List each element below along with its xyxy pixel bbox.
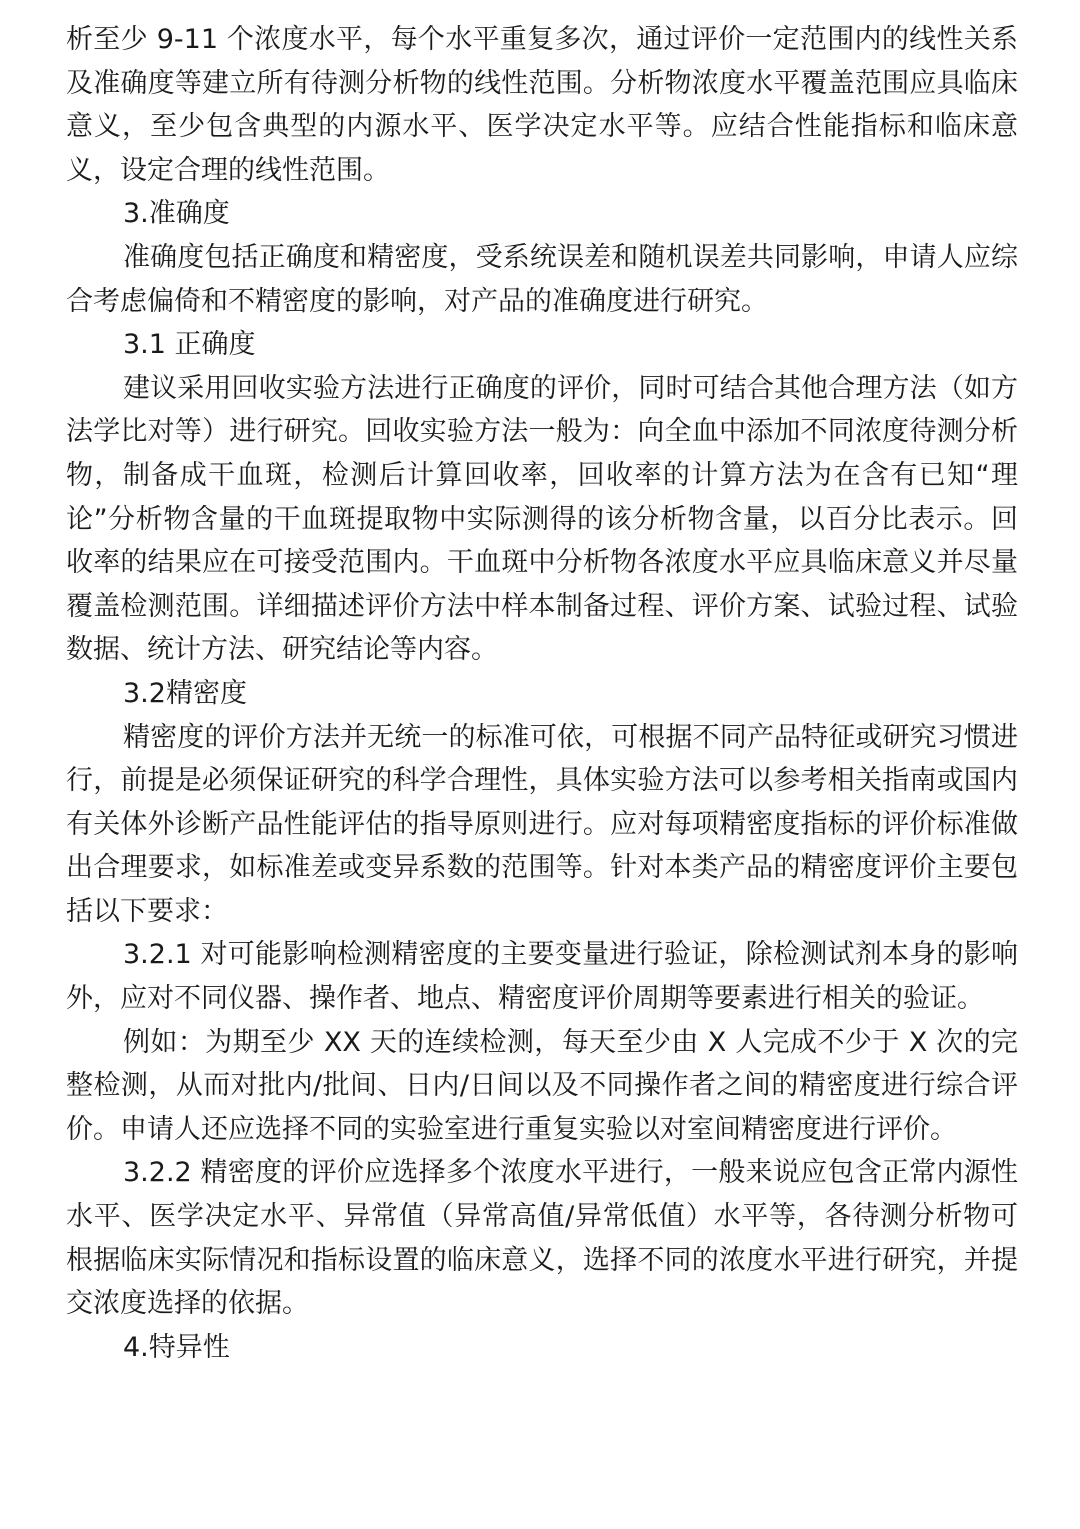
- paragraph-precision-3-2-2: 3.2.2 精密度的评价应选择多个浓度水平进行，一般来说应包含正常内源性水平、医学决定水平、异常值（异常高值/异常低值）水平等，各待测分析物可根据临床实际情况和指标设置的临床意义，选择不同的浓度水平进行研究，并提交浓度选择的依据。: [66, 1157, 1018, 1320]
- heading-precision: 3.2精密度: [123, 677, 247, 709]
- heading-specificity: 4.特异性: [123, 1331, 230, 1363]
- paragraph-accuracy: 准确度包括正确度和精密度，受系统误差和随机误差共同影响，申请人应综合考虑偏倚和不精密度的影响，对产品的准确度进行研究。: [66, 241, 1018, 317]
- document-body: [66, 18, 1018, 1369]
- paragraph-trueness: 建议采用回收实验方法进行正确度的评价，同时可结合其他合理方法（如方法学比对等）进行研究。回收实验方法一般为：向全血中添加不同浓度待测分析物，制备成干血斑，检测后计算回收率，回收率的计算方法为在含有已知“理论”分析物含量的干血斑提取物中实际测得的该分析物含量，以百分比表示。回收率的结果应在可接受范围内。干血斑中分析物各浓度水平应具临床意义并尽量覆盖检测范围。详细描述评价方法中样本制备过程、评价方案、试验过程、试验数据、统计方法、研究结论等内容。: [66, 372, 1018, 666]
- paragraph-precision-example: 例如：为期至少 XX 天的连续检测，每天至少由 X 人完成不少于 X 次的完整检测，从而对批内/批间、日内/日间以及不同操作者之间的精密度进行综合评价。申请人还应选择不同的实验室进行重复实验以对室间精密度进行评价。: [66, 1026, 1018, 1145]
- paragraph-precision-3-2-1: 3.2.1 对可能影响检测精密度的主要变量进行验证，除检测试剂本身的影响外，应对不同仪器、操作者、地点、精密度评价周期等要素进行相关的验证。: [66, 939, 1018, 1015]
- paragraph-linearity-continued: 析至少 9-11 个浓度水平，每个水平重复多次，通过评价一定范围内的线性关系及准确度等建立所有待测分析物的线性范围。分析物浓度水平覆盖范围应具临床意义，至少包含典型的内源水平、医学决定水平等。应结合性能指标和临床意义，设定合理的线性范围。: [66, 24, 1018, 186]
- heading-trueness: 3.1 正确度: [123, 329, 256, 361]
- heading-accuracy: 3.准确度: [123, 198, 230, 230]
- paragraph-precision: 精密度的评价方法并无统一的标准可依，可根据不同产品特征或研究习惯进行，前提是必须保证研究的科学合理性，具体实验方法可以参考相关指南或国内有关体外诊断产品性能评估的指导原则进行。应对每项精密度指标的评价标准做出合理要求，如标准差或变异系数的范围等。针对本类产品的精密度评价主要包括以下要求：: [66, 721, 1018, 927]
